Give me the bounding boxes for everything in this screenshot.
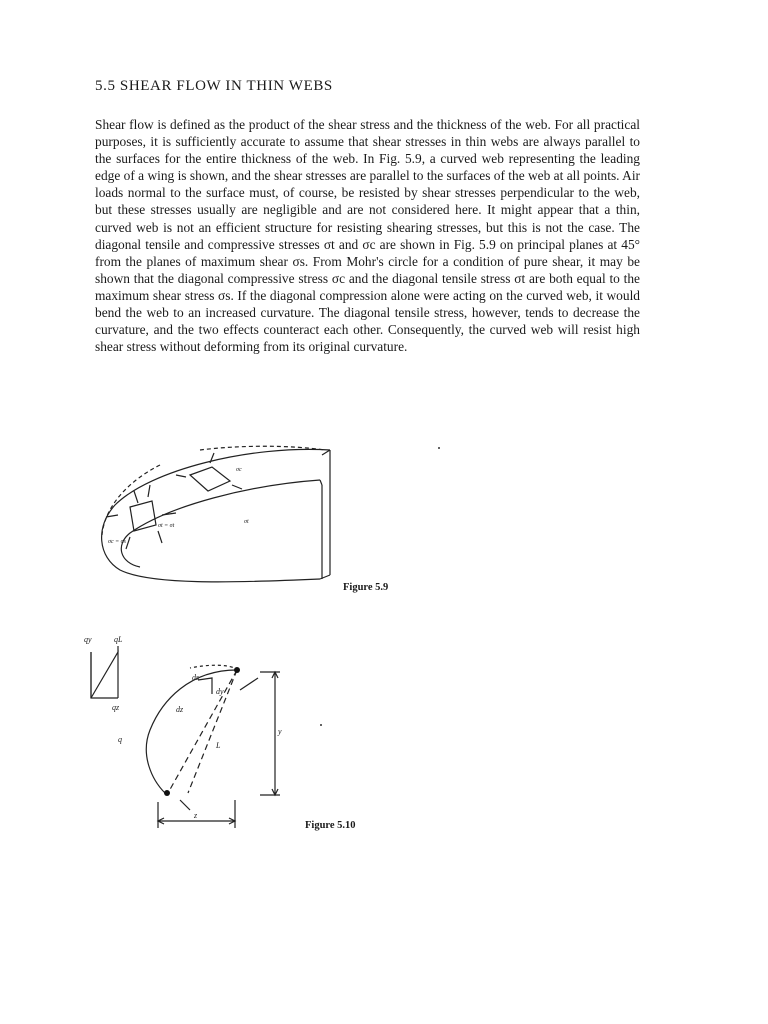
figure-5-10-caption: Figure 5.10 [305,820,356,831]
figure-5-9 [90,445,340,595]
label-qL: qL [114,635,123,644]
section-title: 5.5 SHEAR FLOW IN THIN WEBS [95,78,333,94]
label-ds: ds [192,673,200,682]
label-z: z [194,811,198,820]
label-sigma-c-eq: σc = σs [108,539,126,545]
label-qz: qz [112,703,120,712]
label-L: L [216,741,221,750]
label-qy: qy [84,635,92,644]
label-sigma-c-top: σc [236,467,242,473]
label-dy: dy [216,687,224,696]
label-sigma-t-right: σt [244,519,249,525]
body-paragraph: Shear flow is defined as the product of the shear stress and the thickness of the web. For all practical purposes, it is sufficiently accurate to assume that shear stresses in thin webs are always parallel to the surfaces for the entire thickness of the web. In Fig. 5.9, a curved web representing the leading edge of a wing is shown, and the shear stresses are parallel to the surfaces of the web at all points. Air loads normal to the surface must, of course, be resisted by shear stresses perpendicular to the web, but these stresses usually are negligible and are not considered here. It might appear that a thin, curved web is not an efficient structure for resisting shearing stresses, but this is not the case. The diagonal tensile and compressive stresses σt and σc are shown in Fig. 5.9 on principal planes at 45° from the planes of maximum shear σs. From Mohr's circle for a condition of pure shear, it may be shown that the diagonal compressive stress σc and the diagonal tensile stress σt are both equal to the maximum shear stress σs. If the diagonal compression alone were acting on the curved web, it would bend the web to an increased curvature. The diagonal tensile stress, however, tends to decrease the curvature, and the two effects counteract each other. Consequently, the curved web will resist high shear stress without deforming from its original curvature. [95,117,640,355]
stray-mark [438,447,440,449]
label-dz: dz [176,705,184,714]
label-y: y [278,727,282,736]
label-sigma-t-eq: σt = σt [158,523,175,529]
figure-5-10-drawing [80,630,300,835]
figure-5-9-caption: Figure 5.9 [343,582,389,593]
label-q: q [118,735,122,744]
figure-5-9-drawing [90,445,340,595]
stray-mark-2 [320,724,322,726]
figure-5-10 [80,630,300,835]
